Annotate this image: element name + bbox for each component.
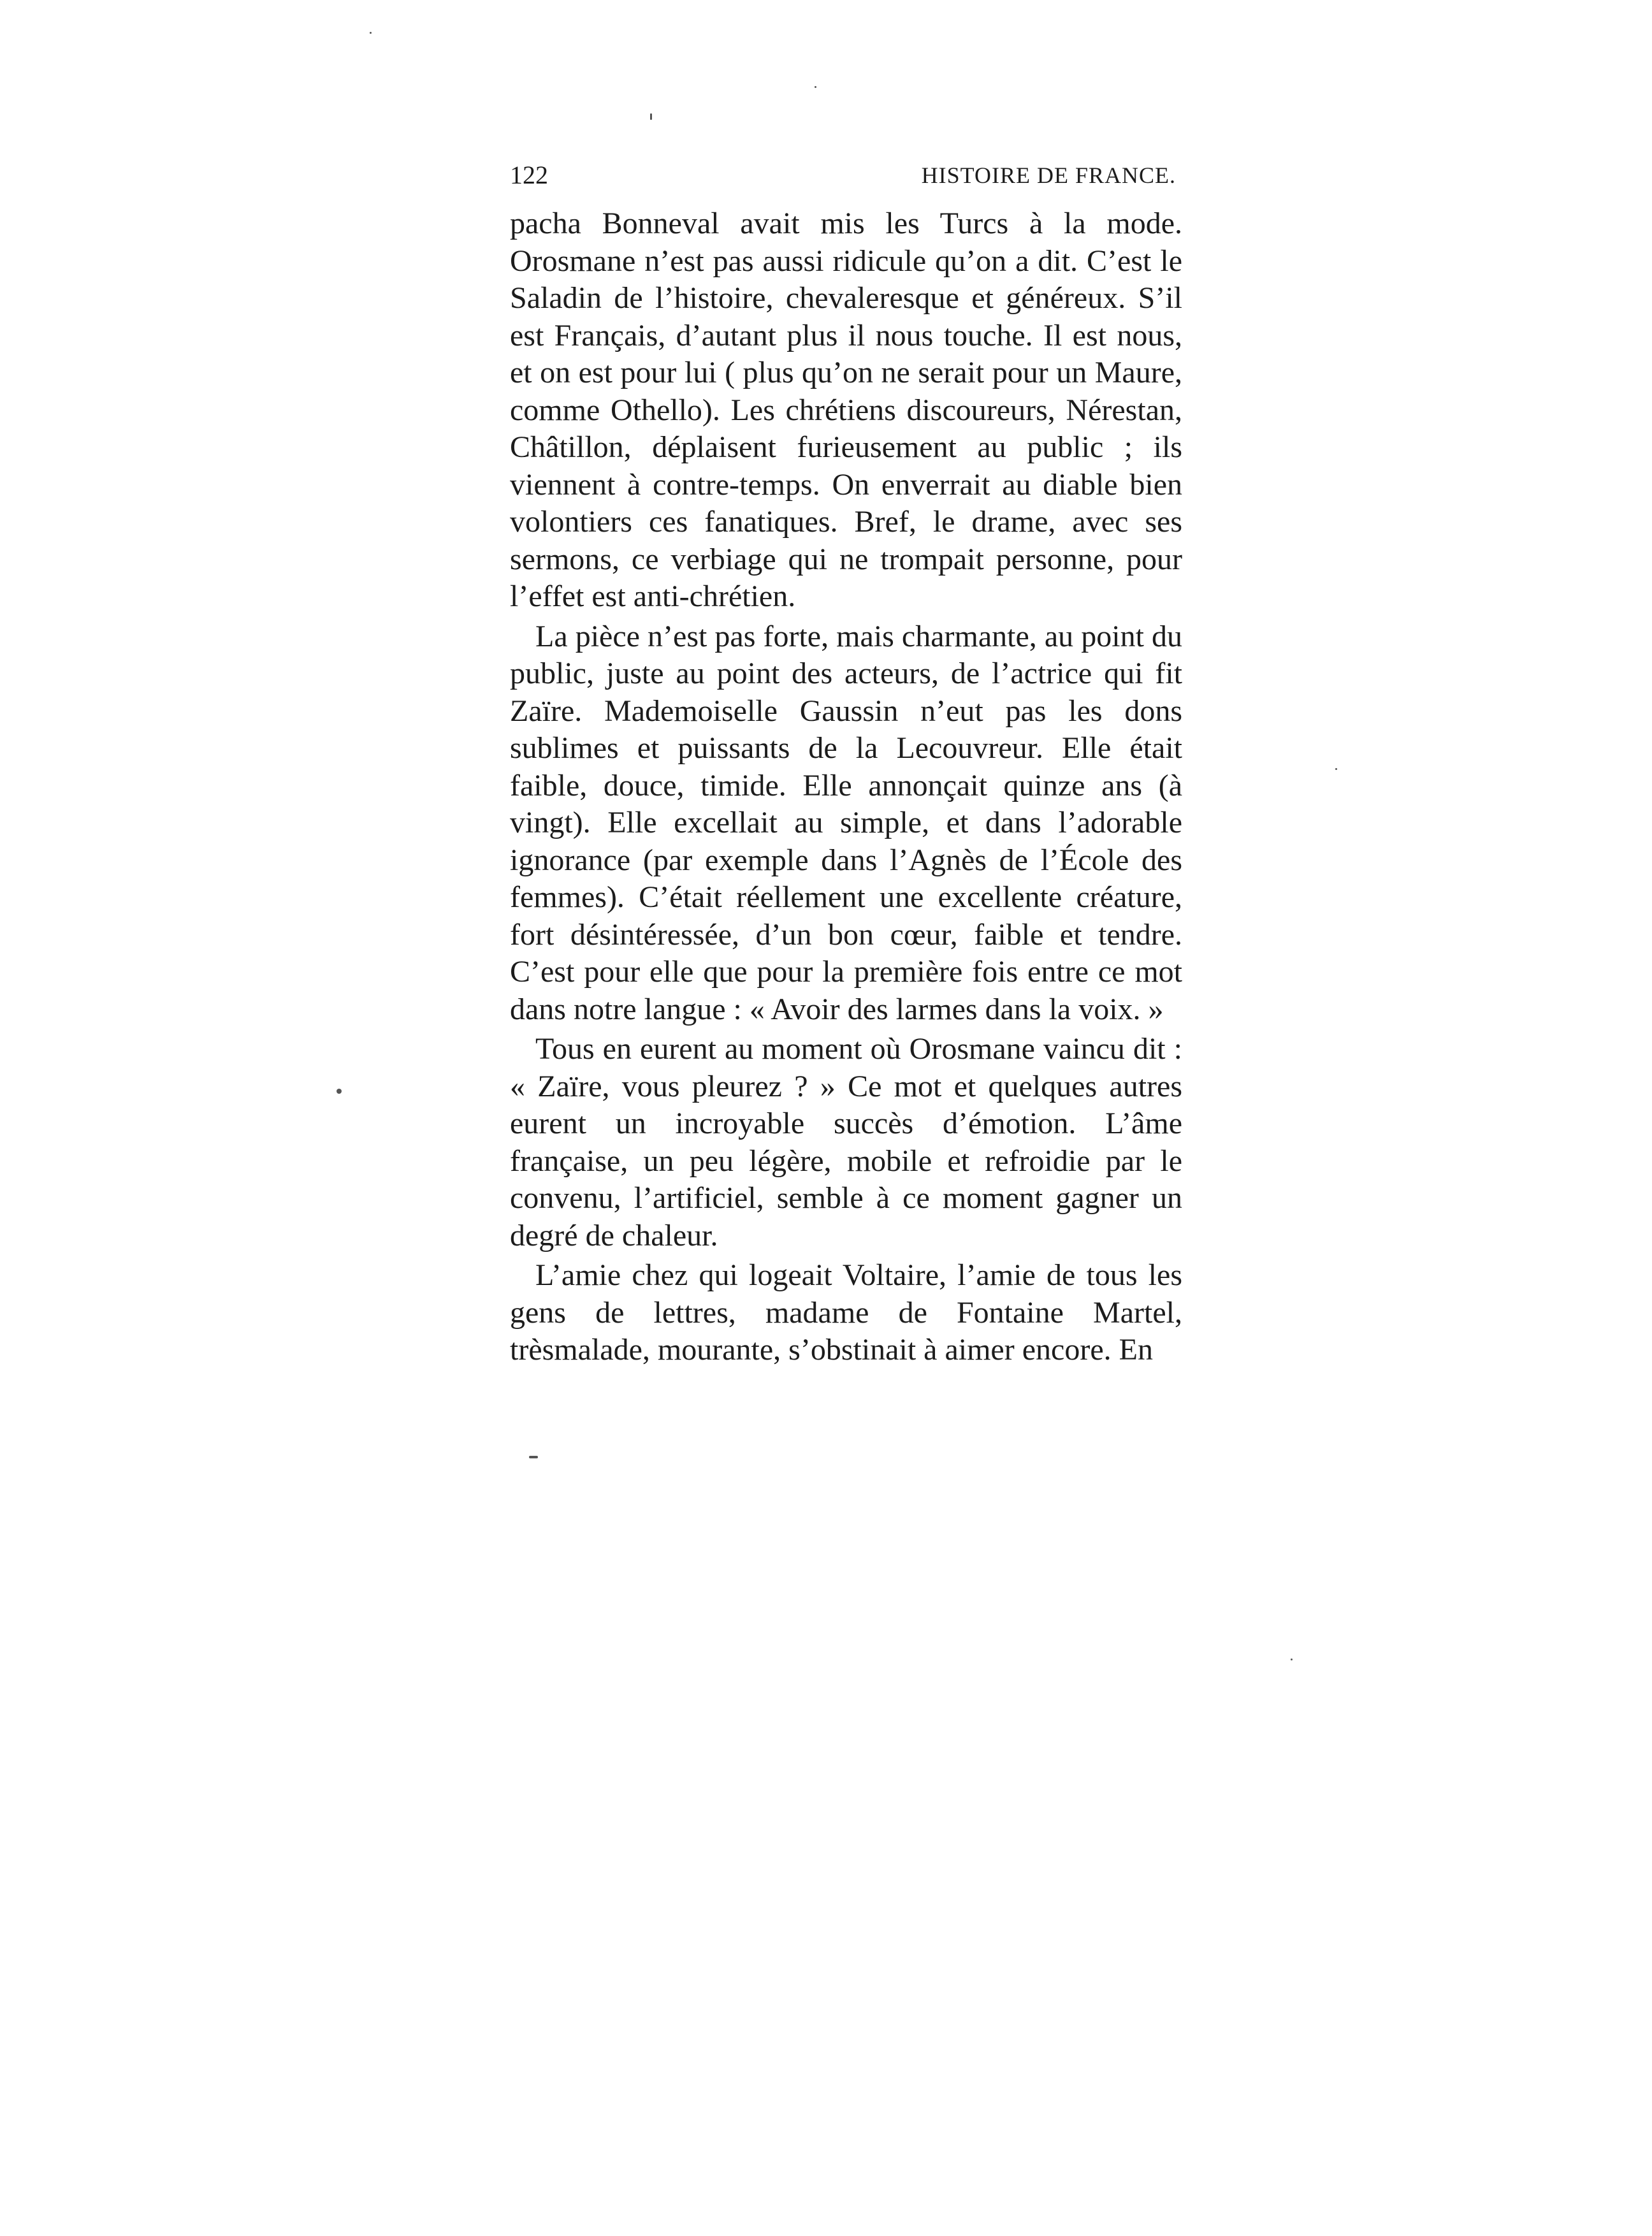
scan-speck: [815, 86, 816, 88]
paragraph-3: Tous en eurent au moment où Orosmane vaincu dit : « Zaïre, vous pleurez ? » Ce mot et quelques autres eurent un incroyable succès d’émotion. L’âme française, un peu légère, mobile et refroidie par le convenu, l’artificiel, semble à ce moment gagner un degré de chaleur.: [510, 1032, 1182, 1252]
scan-speck: [1335, 768, 1337, 770]
scan-speck: [337, 1089, 342, 1094]
scan-speck: [529, 1456, 538, 1458]
scan-speck: [370, 32, 372, 34]
body-text: [510, 205, 1182, 1369]
scan-speck: [1291, 1659, 1293, 1660]
paragraph-1: pacha Bonneval avait mis les Turcs à la mode. Orosmane n’est pas aussi ridicule qu’on a dit. C’est le Saladin de l’histoire, chevaleresque et généreux. S’il est Français, d’autant plus il nous touche. Il est nous, et on est pour lui ( plus qu’on ne serait pour un Maure, comme Othello). Les chrétiens discoureurs, Nérestan, Châtillon, déplaisent furieusement au public ; ils viennent à contre-temps. On enverrait au diable bien volontiers ces fanatiques. Bref, le drame, avec ses sermons, ce verbiage qui ne trompait personne, pour l’effet est anti-chrétien.: [510, 207, 1182, 613]
scan-speck: [650, 113, 652, 120]
page-number: 122: [510, 161, 548, 189]
paragraph-4: L’amie chez qui logeait Voltaire, l’amie de tous les gens de lettres, madame de Fontaine Martel, trèsmalade, mourante, s’obstinait à aimer encore. En: [510, 1258, 1182, 1367]
paragraph-2: La pièce n’est pas forte, mais charmante, au point du public, juste au point des acteurs, de l’actrice qui fit Zaïre. Mademoiselle Gaussin n’eut pas les dons sublimes et puissants de la Lecouvreur. Elle était faible, douce, timide. Elle annonçait quinze ans (à vingt). Elle excellait au simple, et dans l’adorable ignorance (par exemple dans l’Agnès de l’École des femmes). C’était réellement une excellente créature, fort désintéressée, d’un bon cœur, faible et tendre. C’est pour elle que pour la première fois entre ce mot dans notre langue : « Avoir des larmes dans la voix. »: [510, 619, 1182, 1026]
running-title: HISTOIRE DE FRANCE.: [921, 163, 1176, 188]
page-header: [510, 156, 1182, 194]
